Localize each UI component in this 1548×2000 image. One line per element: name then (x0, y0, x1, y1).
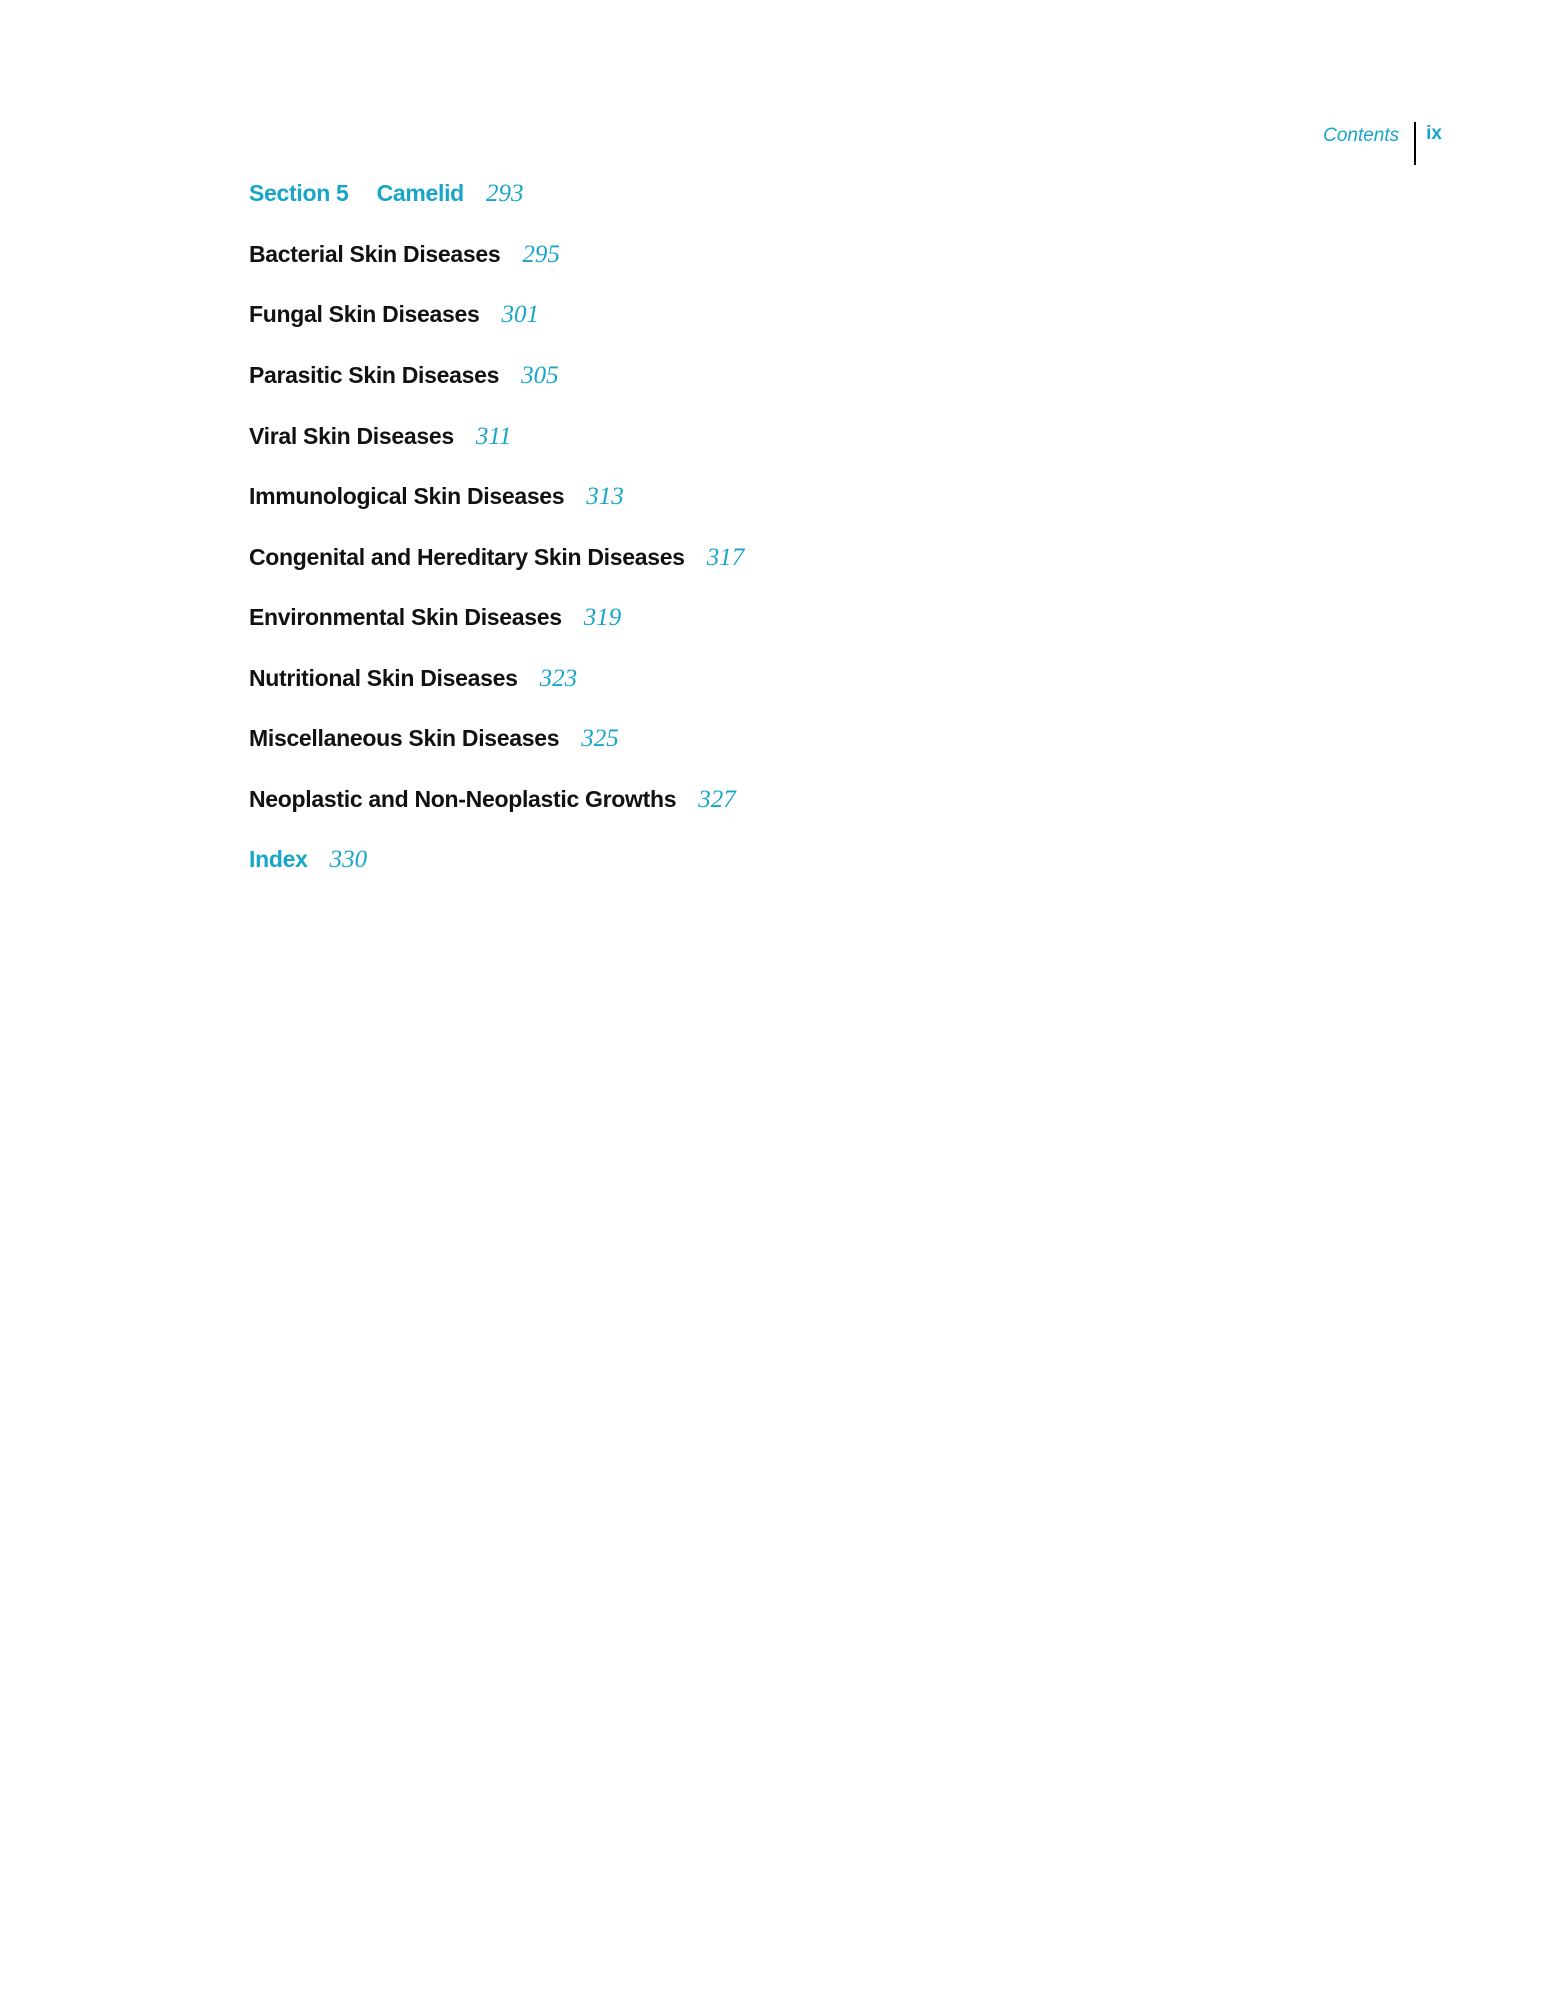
running-head-label: Contents (1323, 125, 1400, 146)
index-title: Index (249, 846, 308, 872)
section-title: Camelid (376, 180, 464, 206)
entry-title: Fungal Skin Diseases (249, 301, 480, 327)
entry-page: 313 (586, 483, 624, 510)
toc-entry[interactable] (0, 423, 1000, 463)
entry-title: Miscellaneous Skin Diseases (249, 725, 560, 751)
entry-title: Congenital and Hereditary Skin Diseases (249, 544, 685, 570)
entry-page: 325 (581, 725, 619, 752)
toc-entry[interactable] (0, 544, 1000, 584)
toc-entry[interactable] (0, 725, 1000, 765)
entry-page: 305 (521, 362, 559, 389)
entry-title: Immunological Skin Diseases (249, 483, 565, 509)
entry-title: Bacterial Skin Diseases (249, 241, 501, 267)
entry-title: Nutritional Skin Diseases (249, 665, 518, 691)
toc-entry[interactable] (0, 362, 1000, 402)
toc-entry[interactable] (0, 301, 1000, 341)
section-page: 293 (485, 180, 524, 207)
toc-entry[interactable] (0, 604, 1000, 644)
toc-index-entry[interactable] (0, 846, 1000, 886)
running-head-divider (1414, 122, 1416, 165)
index-page: 330 (329, 846, 368, 873)
entry-title: Parasitic Skin Diseases (249, 362, 500, 388)
toc-entry[interactable] (0, 483, 1000, 523)
entry-page: 301 (501, 301, 539, 328)
toc-section-heading[interactable] (0, 180, 1000, 220)
toc-entry[interactable] (0, 241, 1000, 281)
section-label: Section 5 (249, 180, 349, 206)
entry-title: Environmental Skin Diseases (249, 604, 562, 630)
toc-entry[interactable] (0, 665, 1000, 705)
entry-title: Neoplastic and Non-Neoplastic Growths (249, 786, 677, 812)
running-head (1323, 122, 1442, 165)
entry-page: 323 (539, 665, 578, 692)
entry-page: 295 (522, 241, 560, 268)
page-number: ix (1426, 123, 1442, 144)
entry-title: Viral Skin Diseases (249, 423, 454, 449)
toc-entry[interactable] (0, 786, 1000, 826)
entry-page: 319 (583, 604, 622, 631)
entry-page: 327 (698, 786, 736, 813)
entry-page: 311 (475, 423, 512, 450)
entry-page: 317 (706, 544, 745, 571)
